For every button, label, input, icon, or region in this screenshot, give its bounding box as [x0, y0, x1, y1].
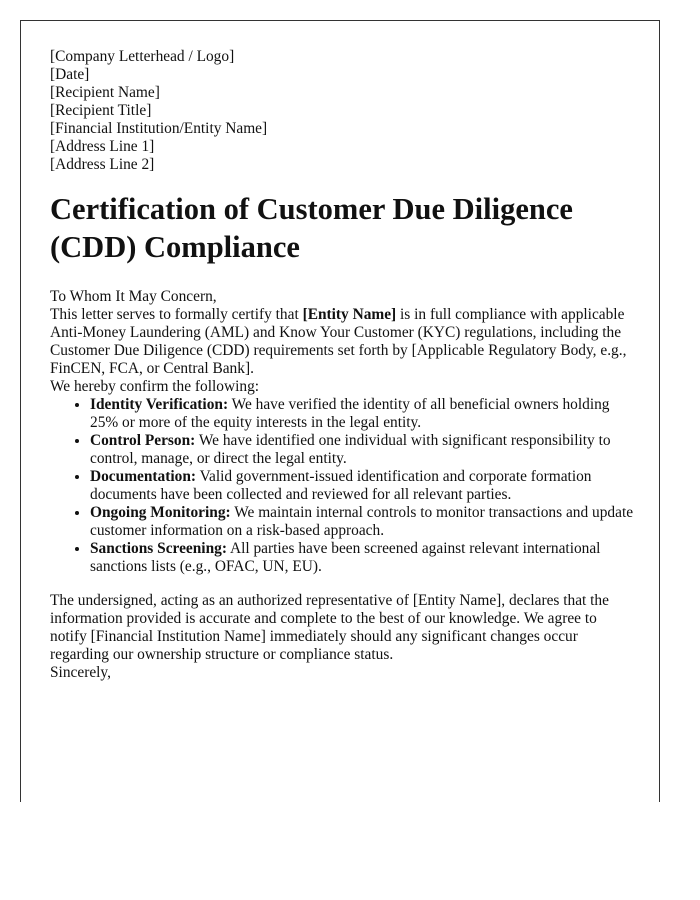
list-item [90, 540, 635, 576]
list-item [90, 432, 635, 468]
date-placeholder: [Date] [50, 66, 90, 83]
intro-paragraph [50, 306, 635, 378]
confirmation-list [50, 396, 635, 576]
list-item [90, 468, 635, 504]
intro-text-before: This letter serves to formally certify that [50, 306, 303, 323]
declaration-paragraph: The undersigned, acting as an authorized representative of [Entity Name], declares that the information provided is accurate and complete to the best of our knowledge. We agree to notify [Financial Institution Name] immediately should any significant changes occur regarding our ownership structure or compliance status. [50, 592, 609, 663]
confirmation-intro: We hereby confirm the following: [50, 378, 260, 395]
list-item [90, 396, 635, 432]
letter-title: Certification of Customer Due Diligence (CDD) Compliance [50, 192, 573, 264]
recipient-address-line-2: [Address Line 2] [50, 156, 155, 173]
list-item-text: All parties have been screened against relevant international sanctions lists (e.g., OFAC, UN, EU). [90, 540, 601, 575]
closing-line: Sincerely, [50, 664, 111, 681]
list-item-label: Sanctions Screening: [90, 540, 227, 557]
list-item-text: Valid government-issued identification and corporate formation documents have been collected and reviewed for all relevant parties. [90, 468, 592, 503]
letter-page [20, 20, 660, 802]
list-item [90, 504, 635, 540]
list-item-text: We have identified one individual with significant responsibility to control, manage, or direct the legal entity. [90, 432, 611, 467]
intro-text-after: is in full compliance with applicable Anti-Money Laundering (AML) and Know Your Customer (KYC) regulations, including the Customer Due Diligence (CDD) requirements set forth by [Applicable Regulatory Body, e.g., FinCEN, FCA, or Central Bank]. [50, 306, 627, 377]
list-item-text: We have verified the identity of all beneficial owners holding 25% or more of the equity interests in the legal entity. [90, 396, 610, 431]
list-item-text: We maintain internal controls to monitor transactions and update customer information on a risk-based approach. [90, 504, 634, 539]
intro-entity-name: [Entity Name] [302, 306, 397, 323]
recipient-title: [Recipient Title] [50, 102, 152, 119]
list-item-label: Ongoing Monitoring: [90, 504, 231, 521]
recipient-name: [Recipient Name] [50, 84, 160, 101]
list-item-label: Control Person: [90, 432, 196, 449]
salutation: To Whom It May Concern, [50, 288, 217, 305]
recipient-address-block [50, 84, 659, 174]
letterhead-placeholder: [Company Letterhead / Logo] [50, 48, 235, 65]
recipient-institution: [Financial Institution/Entity Name] [50, 120, 268, 137]
list-item-label: Documentation: [90, 468, 197, 485]
recipient-address-line-1: [Address Line 1] [50, 138, 155, 155]
list-item-label: Identity Verification: [90, 396, 229, 413]
